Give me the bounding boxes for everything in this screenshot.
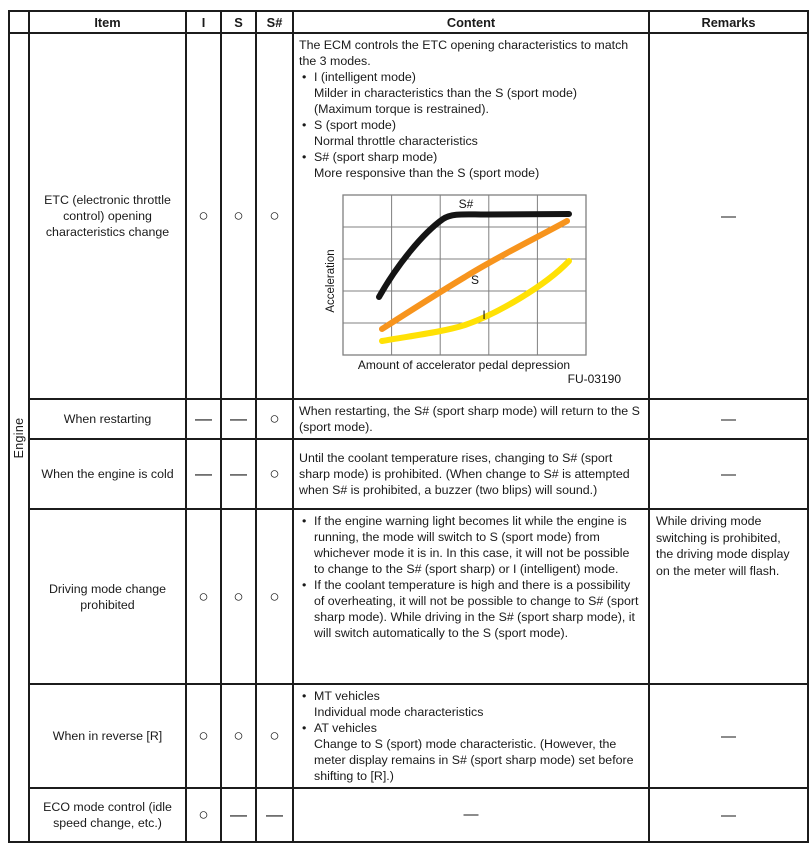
mode-i-mark: —: [186, 399, 221, 439]
mode-s-sharp-mark: ○: [256, 684, 293, 788]
content-cell: When restarting, the S# (sport sharp mode) will return to the S (sport mode).: [293, 399, 649, 439]
mode-s-mark: ○: [221, 509, 256, 684]
item-cell: Driving mode change prohibited: [29, 509, 186, 684]
content-cell: Until the coolant temperature rises, changing to S# (sport sharp mode) is prohibited. (When change to S# is attempted when S# is prohibited, a buzzer (two blips) will sound.): [293, 439, 649, 509]
mode-i-mark: ○: [186, 684, 221, 788]
list-item: [299, 720, 643, 784]
table-header-row: [9, 11, 808, 33]
bullet-line: (Maximum torque is restrained).: [314, 102, 489, 116]
remarks-cell: —: [649, 399, 808, 439]
mode-i-header: I: [186, 11, 221, 33]
list-item: [299, 69, 643, 117]
bullet-head: S (sport mode): [314, 118, 396, 132]
bullet-glyph: •: [302, 578, 307, 592]
mode-s-sharp-mark: ○: [256, 399, 293, 439]
mode-s-mark: —: [221, 399, 256, 439]
bullet-head: MT vehicles: [314, 689, 380, 703]
group-header-cell: [9, 11, 29, 33]
mode-i-mark: ○: [186, 509, 221, 684]
bullet-line: Normal throttle characteristics: [314, 134, 478, 148]
item-cell: When the engine is cold: [29, 439, 186, 509]
item-cell: ETC (electronic throttle control) opening characteristics change: [29, 33, 186, 399]
bullet-glyph: •: [302, 514, 307, 528]
table-row: [9, 509, 808, 684]
bullet-line: Milder in characteristics than the S (sport mode): [314, 86, 578, 100]
mode-s-sharp-mark: ○: [256, 509, 293, 684]
bullet-head: S# (sport sharp mode): [314, 150, 438, 164]
content-bullet-list: [299, 513, 643, 641]
bullet-glyph: •: [302, 721, 307, 735]
content-cell: [293, 33, 649, 399]
item-cell: When in reverse [R]: [29, 684, 186, 788]
bullet-text: If the coolant temperature is high and there is a possibility of overheating, it will not be possible to change to S# (sport sharp mode). While driving in the S# (sport sharp mode), it will switch automatically to the S (sport mode).: [314, 578, 639, 640]
mode-s-mark: —: [221, 788, 256, 842]
bullet-head: AT vehicles: [314, 721, 377, 735]
engine-group-label: Engine: [12, 417, 26, 458]
bullet-line: Change to S (sport) mode characteristic. (However, the meter display remains in S# (sport sharp mode) set before shifting to [R].): [314, 737, 634, 783]
bullet-line: Individual mode characteristics: [314, 705, 484, 719]
mode-i-mark: ○: [186, 788, 221, 842]
bullet-glyph: •: [302, 689, 307, 703]
list-item: [299, 149, 643, 181]
curve-label-s: S: [470, 273, 480, 287]
mode-s-mark: —: [221, 439, 256, 509]
bullet-glyph: •: [302, 150, 307, 164]
list-item: [299, 577, 643, 641]
engine-spec-table: [8, 10, 809, 843]
table-row: [9, 439, 808, 509]
figure-code: FU-03190: [567, 372, 621, 386]
list-item: [299, 688, 643, 720]
content-cell: [293, 509, 649, 684]
mode-s-sharp-mark: ○: [256, 33, 293, 399]
list-item: [299, 117, 643, 149]
x-axis-label: Amount of accelerator pedal depression: [357, 358, 571, 372]
mode-s-sharp-mark: —: [256, 788, 293, 842]
mode-s-header: S: [221, 11, 256, 33]
bullet-line: More responsive than the S (sport mode): [314, 166, 540, 180]
bullet-glyph: •: [302, 70, 307, 84]
item-cell: ECO mode control (idle speed change, etc.): [29, 788, 186, 842]
content-intro: The ECM controls the ETC opening characteristics to match the 3 modes.: [299, 38, 629, 68]
remarks-cell: —: [649, 788, 808, 842]
table-row: [9, 788, 808, 842]
remarks-cell: —: [649, 684, 808, 788]
remarks-header: Remarks: [649, 11, 808, 33]
table-row: [9, 33, 808, 399]
content-cell: —: [293, 788, 649, 842]
mode-s-mark: ○: [221, 33, 256, 399]
table-row: [9, 399, 808, 439]
item-cell: When restarting: [29, 399, 186, 439]
remarks-cell: —: [649, 33, 808, 399]
content-cell: [293, 684, 649, 788]
bullet-text: If the engine warning light becomes lit while the engine is running, the mode will switch to S (sport mode) from whichever mode it is in. In this case, it will not be possible to change to the S# (sport sharp) or I (intelligent) mode.: [314, 514, 630, 576]
chart-svg: [325, 189, 627, 387]
remarks-cell: —: [649, 439, 808, 509]
content-header: Content: [293, 11, 649, 33]
mode-s-sharp-header: S#: [256, 11, 293, 33]
curve-label-i: I: [482, 308, 486, 322]
list-item: [299, 513, 643, 577]
mode-bullet-list: [299, 69, 643, 181]
throttle-characteristics-chart: [325, 189, 643, 391]
content-bullet-list: [299, 688, 643, 784]
mode-s-sharp-mark: ○: [256, 439, 293, 509]
remarks-cell: While driving mode switching is prohibited, the driving mode display on the meter will flash.: [649, 509, 808, 684]
mode-i-mark: —: [186, 439, 221, 509]
curve-label-s-sharp: S#: [458, 197, 474, 211]
mode-s-mark: ○: [221, 684, 256, 788]
engine-group-cell: [9, 33, 29, 842]
item-header: Item: [29, 11, 186, 33]
bullet-glyph: •: [302, 118, 307, 132]
mode-i-mark: ○: [186, 33, 221, 399]
bullet-head: I (intelligent mode): [314, 70, 416, 84]
table-row: [9, 684, 808, 788]
y-axis-label: Acceleration: [325, 249, 337, 313]
